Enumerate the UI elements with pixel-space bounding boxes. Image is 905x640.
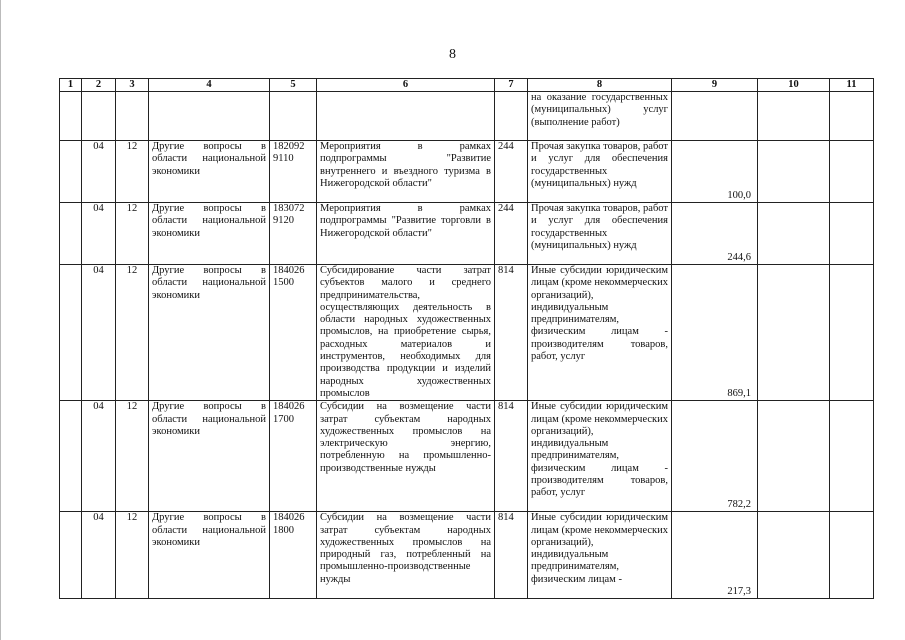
- cell-target-code: 184026 1500: [270, 265, 317, 401]
- cell-expense-name: Прочая закупка товаров, работ и услуг для обеспечения государственных (муниципальных) нужд: [528, 203, 672, 265]
- cell-expense-type: 814: [495, 265, 528, 401]
- cell-expense-type: 814: [495, 512, 528, 599]
- cell-razdel: 04: [82, 265, 116, 401]
- cell-razdel: 04: [82, 141, 116, 203]
- cell-section-name: Другие вопросы в области национальной экономики: [149, 203, 270, 265]
- cell-expense-name: Прочая закупка товаров, работ и услуг для обеспечения государственных (муниципальных) нужд: [528, 141, 672, 203]
- cell-amount: [672, 92, 758, 141]
- cell-amount: 869,1: [672, 265, 758, 401]
- header-row: [60, 79, 874, 92]
- table-row: [60, 401, 874, 512]
- cell-expense-name: на оказание государственных (муниципальных) услуг (выполнение работ): [528, 92, 672, 141]
- cell-program-name: Мероприятия в рамках подпрограммы "Развитие торговли в Нижегородской области": [317, 203, 495, 265]
- cell-col11: [830, 401, 874, 512]
- cell-razdel: 04: [82, 203, 116, 265]
- cell-section-name: Другие вопросы в области национальной экономики: [149, 265, 270, 401]
- column-header: 10: [758, 79, 830, 92]
- cell-section-name: Другие вопросы в области национальной экономики: [149, 512, 270, 599]
- cell-col10: [758, 265, 830, 401]
- cell-podrazdel: 12: [116, 141, 149, 203]
- cell-col11: [830, 92, 874, 141]
- cell-expense-name: Иные субсидии юридическим лицам (кроме некоммерческих организаций), индивидуальным предпринимателям, физическим лицам - производителям товаров, работ, услуг: [528, 401, 672, 512]
- table-row: [60, 203, 874, 265]
- cell-program-name: Субсидии на возмещение части затрат субъектам народных художественных промыслов на электрическую энергию, потребленную на промышленно-производственные нужды: [317, 401, 495, 512]
- cell-expense-type: 244: [495, 141, 528, 203]
- column-header: 4: [149, 79, 270, 92]
- cell-amount: 100,0: [672, 141, 758, 203]
- table-row: [60, 512, 874, 599]
- cell-target-code: 184026 1700: [270, 401, 317, 512]
- cell-razdel: [82, 92, 116, 141]
- cell-col11: [830, 512, 874, 599]
- cell-col11: [830, 203, 874, 265]
- cell-section: [60, 265, 82, 401]
- cell-expense-type: [495, 92, 528, 141]
- column-header: 8: [528, 79, 672, 92]
- cell-col10: [758, 92, 830, 141]
- cell-section: [60, 92, 82, 141]
- cell-target-code: 182092 9110: [270, 141, 317, 203]
- column-header: 9: [672, 79, 758, 92]
- cell-razdel: 04: [82, 401, 116, 512]
- cell-podrazdel: 12: [116, 265, 149, 401]
- cell-amount: 782,2: [672, 401, 758, 512]
- cell-program-name: Субсидии на возмещение части затрат субъектам народных художественных промыслов на природный газ, потребленный на промышленно-производственные нужды: [317, 512, 495, 599]
- cell-col10: [758, 512, 830, 599]
- cell-section-name: [149, 92, 270, 141]
- column-header: 3: [116, 79, 149, 92]
- cell-expense-type: 244: [495, 203, 528, 265]
- column-header: 5: [270, 79, 317, 92]
- cell-target-code: 183072 9120: [270, 203, 317, 265]
- column-header: 2: [82, 79, 116, 92]
- cell-expense-name: Иные субсидии юридическим лицам (кроме некоммерческих организаций), индивидуальным предпринимателям, физическим лицам -: [528, 512, 672, 599]
- cell-expense-type: 814: [495, 401, 528, 512]
- column-header: 11: [830, 79, 874, 92]
- cell-section: [60, 141, 82, 203]
- cell-section: [60, 512, 82, 599]
- cell-podrazdel: [116, 92, 149, 141]
- cell-program-name: Субсидирование части затрат субъектов малого и среднего предпринимательства, осуществляющих деятельность в области народных художественных промыслов, на приобретение сырья, расходных материалов и инструментов, необходимых для производства продукции и изделий народных художественных промыслов: [317, 265, 495, 401]
- cell-col10: [758, 141, 830, 203]
- column-header: 6: [317, 79, 495, 92]
- cell-col11: [830, 265, 874, 401]
- cell-col11: [830, 141, 874, 203]
- cell-col10: [758, 401, 830, 512]
- cell-expense-name: Иные субсидии юридическим лицам (кроме некоммерческих организаций), индивидуальным предпринимателям, физическим лицам - производителям товаров, работ, услуг: [528, 265, 672, 401]
- column-header: 1: [60, 79, 82, 92]
- table-row: [60, 92, 874, 141]
- cell-section-name: Другие вопросы в области национальной экономики: [149, 141, 270, 203]
- cell-podrazdel: 12: [116, 203, 149, 265]
- cell-podrazdel: 12: [116, 401, 149, 512]
- cell-section: [60, 203, 82, 265]
- cell-col10: [758, 203, 830, 265]
- column-header: 7: [495, 79, 528, 92]
- cell-podrazdel: 12: [116, 512, 149, 599]
- cell-amount: 244,6: [672, 203, 758, 265]
- cell-target-code: [270, 92, 317, 141]
- cell-razdel: 04: [82, 512, 116, 599]
- cell-target-code: 184026 1800: [270, 512, 317, 599]
- cell-section-name: Другие вопросы в области национальной экономики: [149, 401, 270, 512]
- page-number: 8: [449, 47, 456, 62]
- cell-section: [60, 401, 82, 512]
- cell-program-name: Мероприятия в рамках подпрограммы "Развитие внутреннего и въездного туризма в Нижегородской области": [317, 141, 495, 203]
- budget-table: [59, 78, 874, 599]
- cell-program-name: [317, 92, 495, 141]
- table-row: [60, 265, 874, 401]
- scan-margin-line: [0, 0, 1, 640]
- table-row: [60, 141, 874, 203]
- cell-amount: 217,3: [672, 512, 758, 599]
